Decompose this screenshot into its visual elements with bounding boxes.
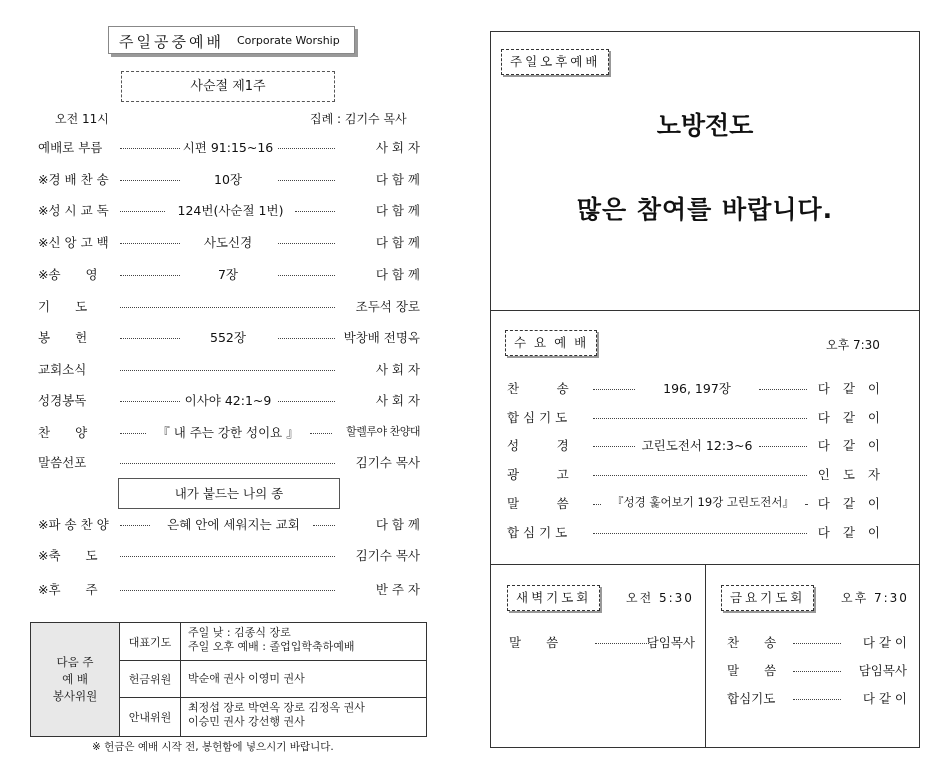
leader-dots	[120, 275, 180, 276]
leader-dots	[295, 211, 335, 212]
wednesday-order-label: 말 씀	[507, 496, 569, 511]
wednesday-order-row	[507, 408, 893, 428]
friday-order-row	[727, 633, 907, 653]
order-content: 사도신경	[203, 235, 253, 250]
order-row	[38, 515, 420, 535]
leader-dots	[278, 148, 335, 149]
worship-title-english: Corporate Worship	[237, 34, 340, 47]
leader-dots	[120, 401, 180, 402]
friday-order-leader: 다 같 이	[862, 635, 907, 650]
order-leader: 사 회 자	[375, 140, 420, 155]
leader-dots	[593, 533, 807, 534]
order-content: 124번(사순절 1번)	[177, 203, 284, 218]
next-week-header-line: 예 배	[62, 672, 88, 686]
friday-order-leader: 다 같 이	[862, 691, 907, 706]
wednesday-order-leader: 다같이	[817, 525, 893, 540]
order-content: 이사야 42:1~9	[184, 393, 272, 408]
order-leader: 다 함 께	[375, 267, 420, 282]
next-week-header-line: 봉사위원	[52, 689, 98, 703]
wednesday-order-label: 합 심 기 도	[507, 410, 568, 425]
order-row	[38, 201, 420, 221]
worship-title-box	[108, 26, 355, 54]
volunteer-row	[120, 623, 426, 661]
volunteer-line: 박순애 권사 이영미 권사	[188, 672, 305, 685]
order-label: ※신 앙 고 백	[38, 235, 109, 250]
order-label: ※경 배 찬 송	[38, 172, 109, 187]
leader-dots	[120, 525, 150, 526]
order-content: 552장	[210, 330, 246, 345]
wednesday-order-content: 『성경 훑어보기 19강 고린도전서』	[612, 495, 794, 509]
leader-dots	[278, 180, 335, 181]
order-row	[38, 391, 420, 411]
afternoon-announcement-title: 노방전도	[656, 111, 754, 140]
wednesday-order-row	[507, 379, 893, 399]
volunteer-row	[120, 698, 426, 736]
afternoon-announcement-text: 많은 참여를 바랍니다.	[576, 195, 834, 224]
leader-dots	[278, 275, 335, 276]
wednesday-order-row	[507, 465, 893, 485]
leader-dots	[593, 418, 807, 419]
order-content: 은혜 안에 세워지는 교회	[167, 517, 300, 532]
leader-dots	[593, 446, 635, 447]
order-label: ※성 시 교 독	[38, 203, 109, 218]
leader-dots	[278, 338, 335, 339]
leader-dots	[593, 504, 601, 505]
leader-dots	[759, 389, 807, 390]
leader-dots	[120, 370, 335, 371]
order-content: 시편 91:15~16	[182, 140, 274, 155]
order-row	[38, 328, 420, 348]
wednesday-order-leader: 다같이	[817, 496, 893, 511]
order-row	[38, 297, 420, 317]
order-label: 기 도	[38, 299, 88, 314]
friday-prayer-time: 오후 7:30	[841, 591, 909, 605]
order-leader: 다 함 께	[375, 235, 420, 250]
order-leader: 박창배 전명옥	[343, 330, 420, 345]
leader-dots	[805, 504, 807, 505]
wednesday-order-label: 찬 송	[507, 381, 569, 396]
next-week-volunteers	[30, 622, 427, 737]
order-label: 예배로 부름	[38, 140, 103, 155]
wednesday-order-leader: 다같이	[817, 381, 893, 396]
presider: 집례 : 김기수 목사	[310, 112, 407, 126]
leader-dots	[793, 699, 841, 700]
worship-title-korean: 주일공중예배	[119, 33, 224, 51]
order-content: 7장	[217, 267, 239, 282]
wednesday-order-label: 합 심 기 도	[507, 525, 568, 540]
leader-dots	[793, 643, 841, 644]
next-week-header-line: 다음 주	[56, 655, 94, 669]
friday-order-label: 합심기도	[727, 691, 776, 706]
volunteer-line: 최정섭 장로 박연옥 장로 김정옥 권사	[188, 701, 365, 714]
order-label: ※축 도	[38, 548, 98, 563]
friday-order-leader: 담임목사	[858, 663, 907, 678]
order-row	[38, 138, 420, 158]
wednesday-order-leader: 다같이	[817, 410, 893, 425]
order-row	[38, 546, 420, 566]
friday-prayer-tag: 금요기도회	[721, 585, 814, 611]
order-content: 10장	[214, 172, 242, 187]
leader-dots	[313, 525, 335, 526]
wednesday-order-row	[507, 436, 893, 456]
order-leader: 다 함 께	[375, 517, 420, 532]
afternoon-worship-tag: 주일오후예배	[501, 49, 609, 75]
order-leader: 사 회 자	[375, 393, 420, 408]
divider	[705, 564, 706, 747]
order-leader: 김기수 목사	[355, 548, 420, 563]
order-label: 말씀선포	[38, 455, 87, 470]
dawn-prayer-tag: 새벽기도회	[507, 585, 600, 611]
wednesday-order-content: 고린도전서 12:3~6	[641, 438, 753, 453]
volunteer-line: 이승민 권사 강선행 권사	[188, 715, 305, 728]
leader-dots	[120, 211, 165, 212]
leader-dots	[120, 148, 180, 149]
volunteer-role: 대표기도	[120, 623, 181, 660]
leader-dots	[120, 590, 335, 591]
order-row	[38, 453, 420, 473]
leader-dots	[310, 433, 332, 434]
divider	[491, 310, 919, 311]
sunday-subtitle: 사순절 제1주	[121, 71, 335, 102]
dawn-prayer-time: 오전 5:30	[626, 591, 694, 605]
volunteer-names	[188, 701, 365, 729]
leader-dots	[120, 338, 180, 339]
volunteer-line: 주일 낮 : 김종식 장로	[188, 626, 291, 639]
friday-order-row	[727, 661, 907, 681]
order-label: ※후 주	[38, 582, 98, 597]
dawn-order-label: 말 씀	[509, 635, 559, 650]
order-row	[38, 265, 420, 285]
order-leader: 할렐루야 찬양대	[346, 425, 420, 438]
order-row	[38, 423, 420, 443]
leader-dots	[120, 556, 335, 557]
offering-note: ※ 헌금은 예배 시작 전, 봉헌함에 넣으시기 바랍니다.	[92, 741, 334, 753]
leader-dots	[120, 307, 335, 308]
order-leader: 사 회 자	[375, 362, 420, 377]
leader-dots	[593, 475, 807, 476]
wednesday-order-leader: 다같이	[817, 438, 893, 453]
volunteer-line: 주일 오후 예배 : 졸업입학축하예배	[188, 640, 355, 653]
order-leader: 조두석 장로	[355, 299, 420, 314]
wednesday-order-row	[507, 523, 893, 543]
leader-dots	[759, 446, 807, 447]
order-leader: 다 함 께	[375, 172, 420, 187]
volunteer-names	[188, 626, 354, 654]
leader-dots	[278, 243, 335, 244]
volunteer-role: 안내위원	[120, 698, 181, 736]
leader-dots	[595, 643, 649, 644]
order-leader: 김기수 목사	[355, 455, 420, 470]
wednesday-order-leader: 인도자	[817, 467, 893, 482]
friday-order-label: 말 씀	[727, 663, 777, 678]
dawn-order-row	[509, 633, 695, 653]
leader-dots	[120, 463, 335, 464]
order-label: ※송 영	[38, 267, 98, 282]
friday-order-label: 찬 송	[727, 635, 777, 650]
wednesday-time: 오후 7:30	[826, 338, 880, 352]
order-label: 성경봉독	[38, 393, 87, 408]
right-panel	[490, 31, 920, 748]
order-leader: 반 주 자	[375, 582, 420, 597]
leader-dots	[593, 389, 635, 390]
order-label: 교회소식	[38, 362, 87, 377]
order-row	[38, 580, 420, 600]
volunteer-role: 헌금위원	[120, 661, 181, 697]
order-leader: 다 함 께	[375, 203, 420, 218]
volunteer-row	[120, 661, 426, 698]
order-label: ※파 송 찬 양	[38, 517, 109, 532]
order-row	[38, 233, 420, 253]
order-label: 봉 헌	[38, 330, 88, 345]
order-content: 『 내 주는 강한 성이요 』	[157, 425, 299, 440]
leader-dots	[793, 671, 841, 672]
leader-dots	[120, 180, 180, 181]
order-label: 찬 양	[38, 425, 88, 440]
wednesday-order-label: 광 고	[507, 467, 569, 482]
sermon-title: 내가 붙드는 나의 종	[118, 478, 340, 509]
wednesday-order-label: 성 경	[507, 438, 569, 453]
leader-dots	[278, 401, 335, 402]
wednesday-worship-tag: 수 요 예 배	[505, 330, 597, 356]
order-row	[38, 170, 420, 190]
next-week-header	[31, 623, 120, 736]
volunteer-names	[188, 672, 305, 686]
leader-dots	[120, 433, 146, 434]
leader-dots	[120, 243, 180, 244]
wednesday-order-content: 196, 197장	[663, 381, 731, 396]
order-row	[38, 360, 420, 380]
service-time: 오전 11시	[55, 112, 109, 126]
friday-order-row	[727, 689, 907, 709]
dawn-order-leader: 담임목사	[646, 635, 695, 650]
wednesday-order-row	[507, 494, 893, 514]
